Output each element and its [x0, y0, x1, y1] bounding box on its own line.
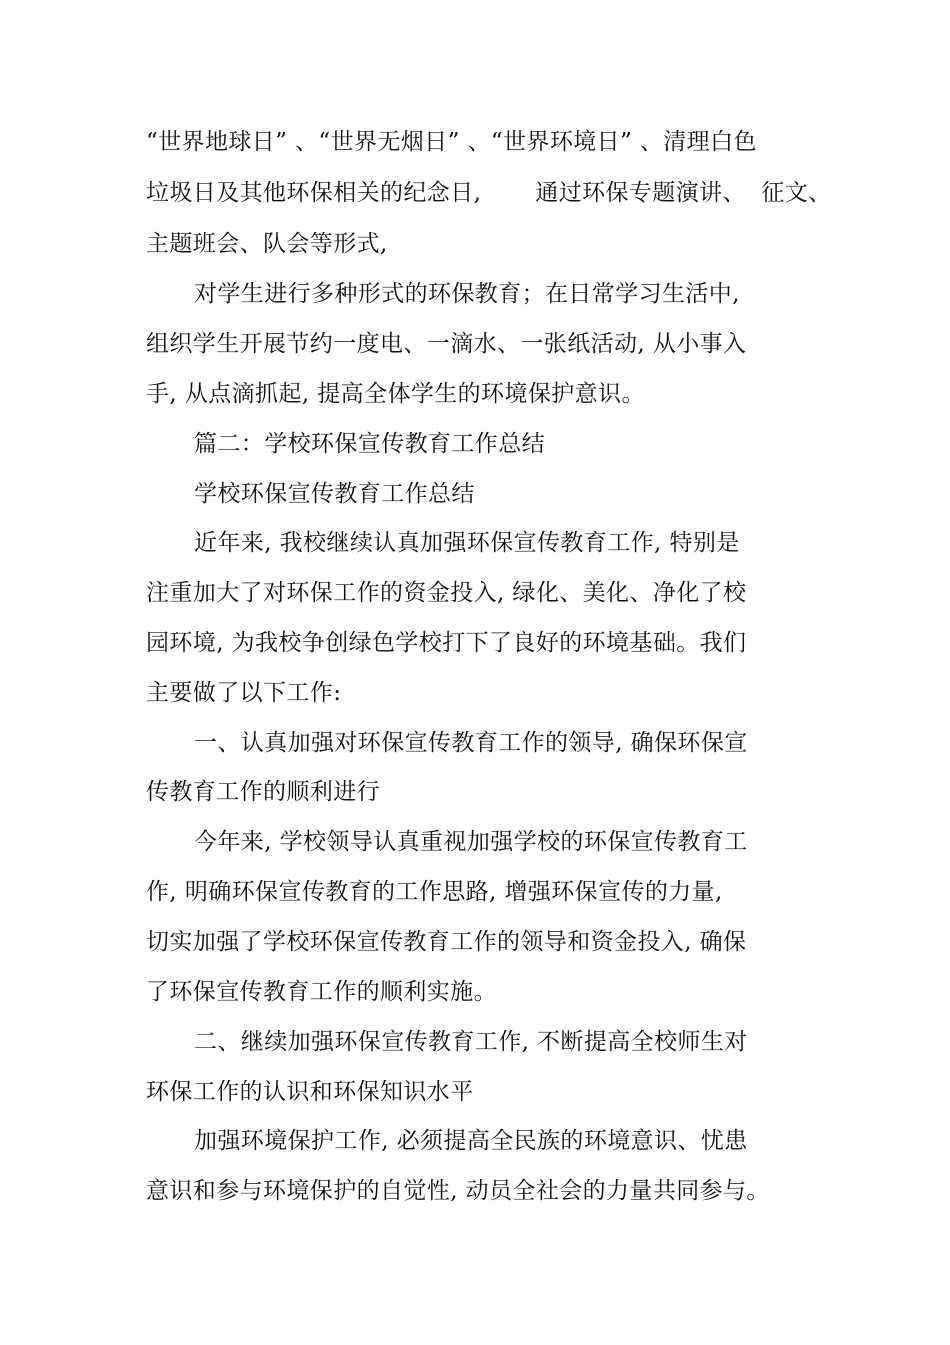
text-line: 作, 明确环保宣传教育的工作思路, 增强环保宣传的力量, — [146, 879, 723, 905]
text-line: 手, 从点滴抓起, 提高全体学生的环境保护意识。 — [146, 381, 645, 407]
text-line: 组织学生开展节约一度电、一滴水、一张纸活动, 从小事入 — [146, 331, 747, 357]
text-line: “世界地球日” 、“世界无烟日” 、“世界环境日” 、清理白色 — [146, 129, 757, 155]
text-line: 主题班会、队会等形式, — [146, 231, 388, 257]
text-line: 垃圾日及其他环保相关的纪念日, 通过环保专题演讲、 征文、 — [146, 180, 832, 206]
text-line: 园环境, 为我校争创绿色学校打下了良好的环境基础。我们 — [146, 630, 747, 656]
text-line: 加强环境保护工作, 必须提高全民族的环境意识、忧患 — [194, 1128, 748, 1154]
section-heading: 篇二：学校环保宣传教育工作总结 — [194, 431, 545, 457]
text-line: 了环保宣传教育工作的顺利实施。 — [146, 979, 497, 1005]
text-line: 主要做了以下工作: — [146, 680, 342, 706]
text-line: 注重加大了对环保工作的资金投入, 绿化、美化、净化了校 — [146, 580, 747, 606]
subheading-line: 一、认真加强对环保宣传教育工作的领导, 确保环保宣 — [194, 730, 748, 756]
text-line: 近年来, 我校继续认真加强环保宣传教育工作, 特别是 — [194, 530, 740, 556]
text-line: 意识和参与环境保护的自觉性, 动员全社会的力量共同参与。 — [146, 1178, 770, 1204]
text-line: 对学生进行多种形式的环保教育；在日常学习生活中, — [194, 281, 740, 307]
text-line: 切实加强了学校环保宣传教育工作的领导和资金投入, 确保 — [146, 929, 747, 955]
subheading-line: 传教育工作的顺利进行 — [146, 779, 380, 805]
subheading-line: 环保工作的认识和环保知识水平 — [146, 1079, 474, 1105]
text-line: 今年来, 学校领导认真重视加强学校的环保宣传教育工 — [194, 829, 748, 855]
section-title: 学校环保宣传教育工作总结 — [194, 481, 475, 507]
subheading-line: 二、继续加强环保宣传教育工作, 不断提高全校师生对 — [194, 1029, 748, 1055]
